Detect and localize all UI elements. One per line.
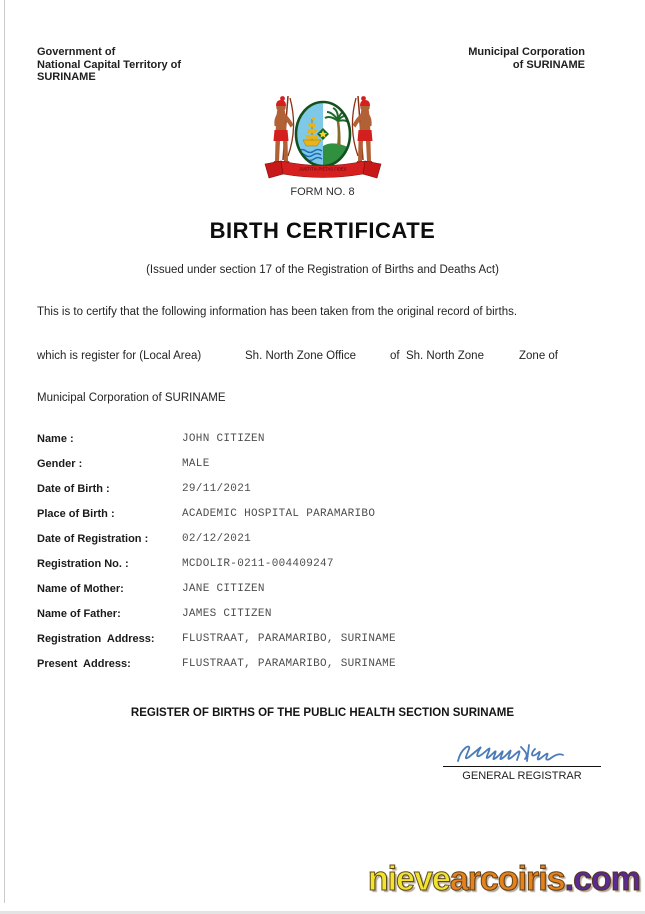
register-zone: of Sh. North Zone — [390, 350, 484, 362]
watermark-part2: arcoiris — [449, 860, 565, 898]
field-label-date-of-registration: Date of Registration : — [37, 533, 149, 545]
field-value-name: JOHN CITIZEN — [182, 433, 265, 445]
issuer-left-line1: Government of — [37, 46, 116, 58]
certificate-subtitle: (Issued under section 17 of the Registration of Births and Deaths Act) — [146, 264, 499, 276]
register-of-births-heading: REGISTER OF BIRTHS OF THE PUBLIC HEALTH SECTION SURINAME — [130, 707, 515, 719]
field-label-registration-address: Registration Address: — [37, 633, 155, 645]
field-value-father-name: JAMES CITIZEN — [182, 608, 272, 620]
field-value-registration-address: FLUSTRAAT, PARAMARIBO, SURINAME — [182, 633, 396, 645]
field-value-place-of-birth: ACADEMIC HOSPITAL PARAMARIBO — [182, 508, 376, 520]
field-label-place-of-birth: Place of Birth : — [37, 508, 115, 520]
field-value-registration-no: MCDOLIR-0211-004409247 — [182, 558, 334, 570]
issuer-left-line2: National Capital Territory of — [37, 58, 182, 71]
register-zone-of: Zone of — [519, 350, 558, 362]
form-number: FORM NO. 8 — [290, 186, 355, 198]
certify-statement: This is to certify that the following information has been taken from the original record of births. — [37, 306, 518, 318]
field-value-gender: MALE — [182, 458, 210, 470]
field-value-date-of-registration: 02/12/2021 — [182, 533, 252, 545]
issuer-right-line1: Municipal Corporation — [468, 46, 585, 58]
coat-of-arms-icon — [261, 94, 385, 182]
issuer-left-line3: SURINAME — [37, 71, 96, 83]
field-value-mother-name: JANE CITIZEN — [182, 583, 265, 595]
watermark-part1: nieve — [367, 860, 450, 898]
register-line-lead: which is register for (Local Area) — [37, 350, 202, 362]
field-label-gender: Gender : — [37, 458, 83, 470]
field-label-father-name: Name of Father: — [37, 608, 121, 620]
signature-line — [443, 766, 601, 767]
field-label-registration-no: Registration No. : — [37, 558, 129, 570]
field-value-present-address: FLUSTRAAT, PARAMARIBO, SURINAME — [182, 658, 396, 670]
certificate-title: BIRTH CERTIFICATE — [209, 218, 436, 243]
motto-text: JUSTITIA PIETAS FIDES — [298, 166, 347, 172]
watermark-part3: .com — [564, 860, 640, 898]
register-office: Sh. North Zone Office — [245, 350, 357, 362]
field-label-present-address: Present Address: — [37, 658, 131, 670]
field-value-date-of-birth: 29/11/2021 — [182, 483, 252, 495]
suriname-coat-of-arms — [0, 94, 645, 187]
site-watermark — [368, 860, 640, 899]
field-label-mother-name: Name of Mother: — [37, 583, 124, 595]
corporation-line: Municipal Corporation of SURINAME — [37, 392, 226, 404]
registrar-signature — [452, 740, 570, 766]
issuer-right — [468, 46, 585, 71]
issuer-left — [37, 46, 181, 84]
registrar-title: GENERAL REGISTRAR — [462, 770, 582, 782]
field-label-date-of-birth: Date of Birth : — [37, 483, 110, 495]
field-label-name: Name : — [37, 433, 74, 445]
issuer-right-line2: of SURINAME — [512, 58, 585, 71]
